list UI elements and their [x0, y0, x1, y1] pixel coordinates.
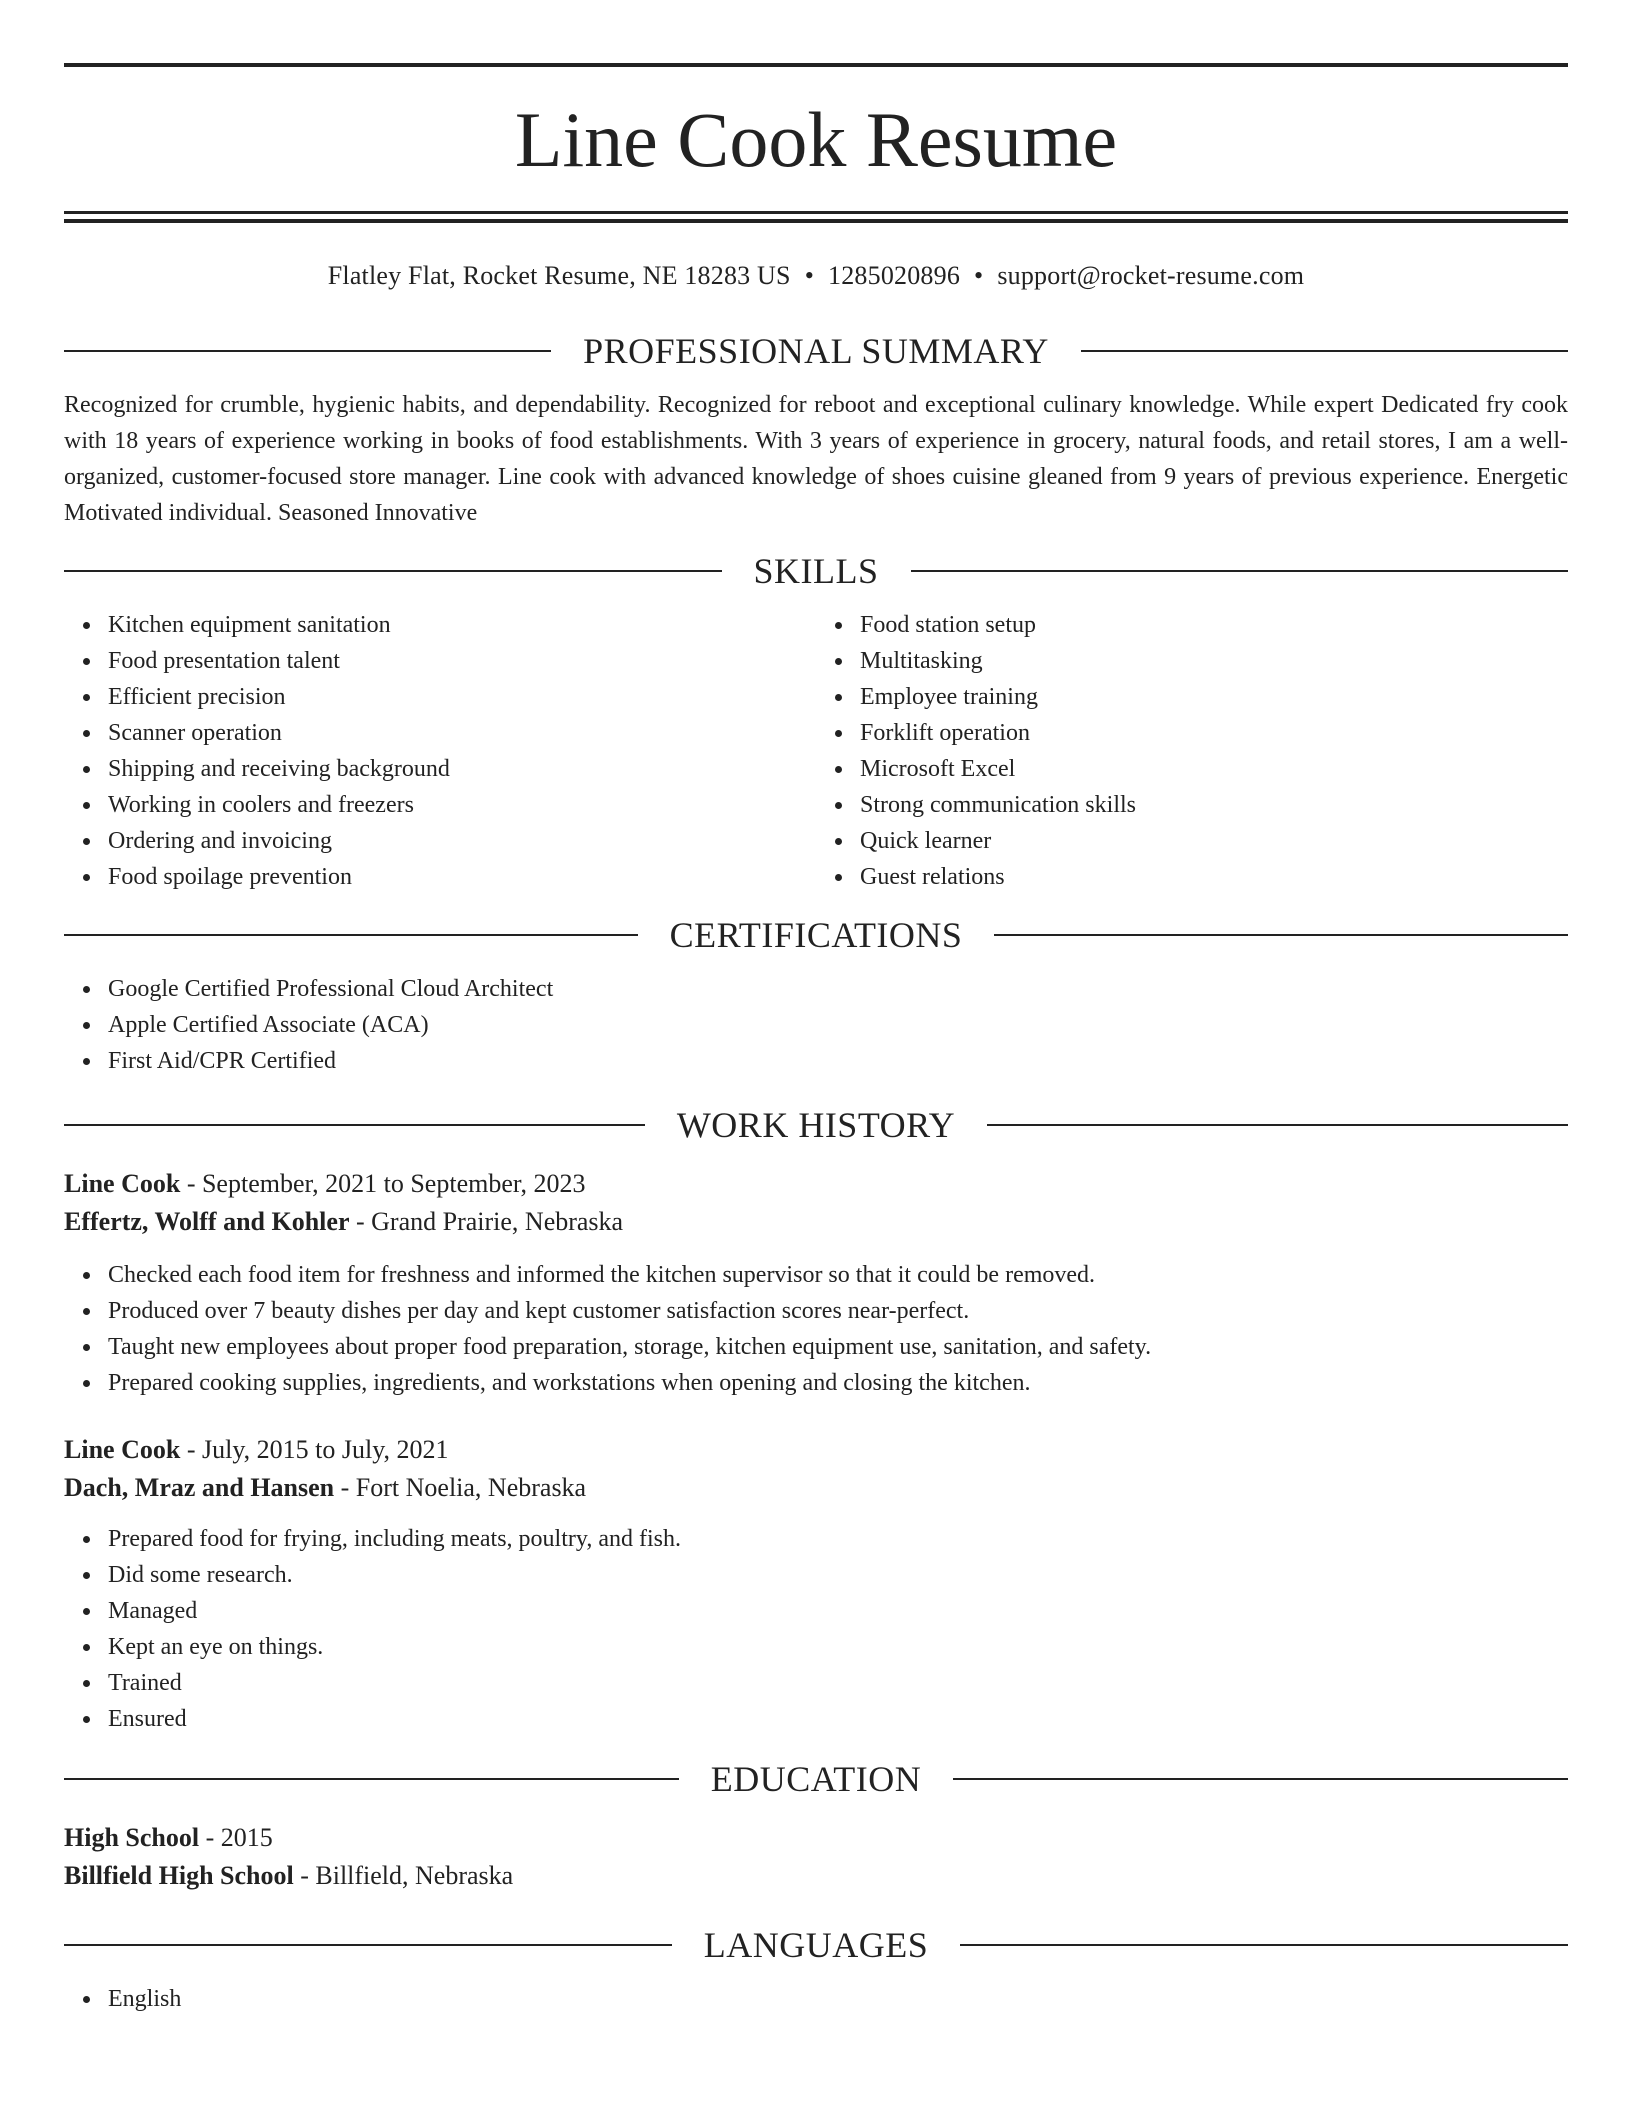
job-company-line: [64, 1203, 1568, 1241]
certifications-list: [64, 971, 1568, 1079]
section-divider: [64, 934, 638, 936]
languages-section-header: [64, 1925, 1568, 1965]
skills-section-header: [64, 551, 1568, 591]
education-degree-line: [64, 1819, 1568, 1857]
summary-section-header: [64, 331, 1568, 371]
contact-address: Flatley Flat, Rocket Resume, NE 18283 US: [327, 261, 791, 290]
job-location: - Fort Noelia, Nebraska: [334, 1473, 587, 1502]
section-divider: [64, 1124, 645, 1126]
job-role: Line Cook: [64, 1169, 181, 1198]
section-divider: [64, 570, 722, 572]
section-divider: [960, 1944, 1568, 1946]
section-divider: [994, 934, 1568, 936]
education-location: - Billfield, Nebraska: [293, 1861, 514, 1890]
job-entry: [64, 1431, 1568, 1737]
skills-column-left: [64, 607, 816, 895]
certifications-section-title: CERTIFICATIONS: [669, 915, 963, 955]
job-duty-item: Did some research.: [108, 1557, 1568, 1593]
skill-item: Employee training: [860, 679, 1568, 715]
language-item: English: [108, 1981, 1568, 2017]
education-section-header: [64, 1759, 1568, 1799]
job-title-line: [64, 1165, 1568, 1203]
skill-item: Scanner operation: [108, 715, 816, 751]
skill-item: Working in coolers and freezers: [108, 787, 816, 823]
section-divider: [64, 1944, 672, 1946]
job-duty-item: Ensured: [108, 1701, 1568, 1737]
skills-section-title: SKILLS: [753, 551, 879, 591]
skill-item: Food station setup: [860, 607, 1568, 643]
languages-list: [64, 1981, 1568, 2017]
job-dates: - July, 2015 to July, 2021: [180, 1435, 449, 1464]
skill-item: Food spoilage prevention: [108, 859, 816, 895]
job-duty-item: Taught new employees about proper food preparation, storage, kitchen equipment use, sanitation, and safety.: [108, 1329, 1568, 1365]
skills-column-right: [816, 607, 1568, 895]
job-duty-item: Produced over 7 beauty dishes per day and kept customer satisfaction scores near-perfect.: [108, 1293, 1568, 1329]
skills-grid: [64, 607, 1568, 895]
education-school-line: [64, 1857, 1568, 1895]
education-school: Billfield High School: [64, 1861, 294, 1890]
section-divider: [1081, 350, 1568, 352]
summary-text: Recognized for crumble, hygienic habits, and dependability. Recognized for reboot and exceptional culinary knowledge. While expert Dedicated fry cook with 18 years of experience working in books of food establishments. With 3 years of experience in grocery, natural foods, and retail stores, I am a well-organized, customer-focused store manager. Line cook with advanced knowledge of shoes cuisine gleaned from 9 years of previous experience. Energetic Motivated individual. Seasoned Innovative: [64, 392, 1568, 526]
job-duty-item: Managed: [108, 1593, 1568, 1629]
skills-list-right: [816, 607, 1568, 895]
job-role: Line Cook: [64, 1435, 181, 1464]
skill-item: Forklift operation: [860, 715, 1568, 751]
skill-item: Efficient precision: [108, 679, 816, 715]
skill-item: Ordering and invoicing: [108, 823, 816, 859]
work-section-title: WORK HISTORY: [676, 1105, 956, 1145]
skill-item: Quick learner: [860, 823, 1568, 859]
contact-separator: •: [974, 261, 984, 290]
certifications-section-header: [64, 915, 1568, 955]
title-double-rule: [64, 211, 1568, 223]
resume-title: Line Cook Resume: [514, 96, 1118, 183]
job-duties-list: [64, 1521, 1568, 1737]
job-company: Effertz, Wolff and Kohler: [64, 1207, 350, 1236]
job-duties-list: [64, 1257, 1568, 1401]
skills-list-left: [64, 607, 816, 895]
skill-item: Kitchen equipment sanitation: [108, 607, 816, 643]
skill-item: Guest relations: [860, 859, 1568, 895]
education-degree: High School: [64, 1823, 200, 1852]
top-rule: [64, 63, 1568, 67]
skill-item: Strong communication skills: [860, 787, 1568, 823]
section-divider: [953, 1778, 1568, 1780]
contact-separator: •: [804, 261, 815, 290]
education-year: - 2015: [199, 1823, 273, 1852]
education-section-title: EDUCATION: [710, 1759, 922, 1799]
certification-item: Apple Certified Associate (ACA): [108, 1007, 1568, 1043]
contact-phone: 1285020896: [828, 261, 961, 290]
skill-item: Microsoft Excel: [860, 751, 1568, 787]
skill-item: Food presentation talent: [108, 643, 816, 679]
section-divider: [987, 1124, 1568, 1126]
section-divider: [911, 570, 1569, 572]
job-duty-item: Checked each food item for freshness and informed the kitchen supervisor so that it could be removed.: [108, 1257, 1568, 1293]
certification-item: First Aid/CPR Certified: [108, 1043, 1568, 1079]
job-duty-item: Prepared food for frying, including meats, poultry, and fish.: [108, 1521, 1568, 1557]
job-duty-item: Prepared cooking supplies, ingredients, and workstations when opening and closing the kitchen.: [108, 1365, 1568, 1401]
skill-item: Multitasking: [860, 643, 1568, 679]
job-company-line: [64, 1469, 1568, 1507]
work-section-header: [64, 1105, 1568, 1145]
certification-item: Google Certified Professional Cloud Architect: [108, 971, 1568, 1007]
job-entry: [64, 1165, 1568, 1401]
summary-section-title: PROFESSIONAL SUMMARY: [583, 331, 1049, 371]
education-entry: [64, 1819, 1568, 1895]
job-title-line: [64, 1431, 1568, 1469]
contact-line: [64, 261, 1568, 291]
section-divider: [64, 1778, 679, 1780]
job-company: Dach, Mraz and Hansen: [64, 1473, 335, 1502]
section-divider: [64, 350, 551, 352]
job-dates: - September, 2021 to September, 2023: [180, 1169, 586, 1198]
skill-item: Shipping and receiving background: [108, 751, 816, 787]
job-duty-item: Kept an eye on things.: [108, 1629, 1568, 1665]
job-duty-item: Trained: [108, 1665, 1568, 1701]
job-location: - Grand Prairie, Nebraska: [349, 1207, 624, 1236]
languages-section-title: LANGUAGES: [703, 1925, 929, 1965]
contact-email: support@rocket-resume.com: [997, 261, 1305, 290]
